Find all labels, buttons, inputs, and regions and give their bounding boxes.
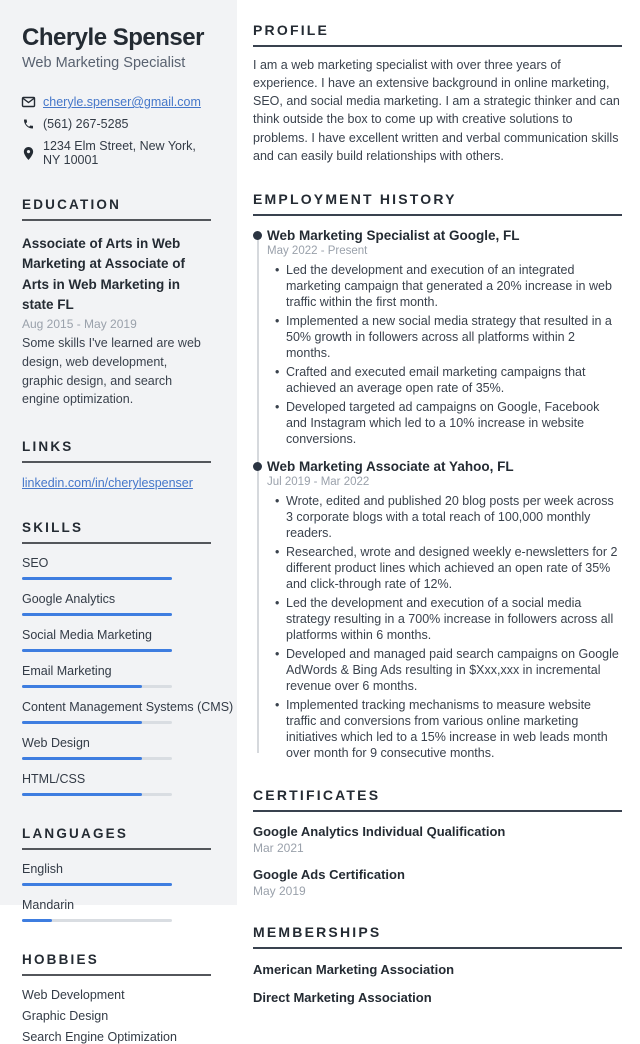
skill-bar-track — [22, 721, 172, 724]
links-heading: LINKS — [22, 439, 211, 463]
address: 1234 Elm Street, New York, NY 10001 — [43, 139, 196, 167]
skill-item — [22, 700, 234, 724]
employment-heading: EMPLOYMENT HISTORY — [253, 191, 622, 216]
memberships-heading: MEMBERSHIPS — [253, 924, 622, 949]
hobby-item: Web Development — [22, 988, 125, 1002]
job-bullet — [275, 595, 622, 643]
bullet-icon: • — [275, 646, 280, 661]
skills-list — [22, 556, 234, 796]
certificates-list — [253, 824, 622, 898]
skill-item — [22, 736, 211, 760]
job-bullet — [275, 313, 622, 361]
skill-bar-track — [22, 757, 172, 760]
language-label: English — [22, 862, 63, 876]
skill-item — [22, 772, 211, 796]
bullet-icon: • — [275, 399, 280, 414]
bullet-text: Wrote, edited and published 20 blog posts per week across 3 corporate blogs with a total reach of 100,000 monthly readers. — [286, 493, 614, 540]
skill-item — [22, 592, 211, 616]
languages-heading: LANGUAGES — [22, 826, 211, 850]
skill-bar-fill — [22, 721, 142, 724]
language-bar-fill — [22, 883, 172, 886]
skill-bar-fill — [22, 649, 172, 652]
bullet-text: Implemented tracking mechanisms to measure website traffic and conversions from various online marketing initiatives which led to a 15% increase in web leads month over month for 9 consecutive months. — [286, 697, 608, 760]
bullet-text: Implemented a new social media strategy that resulted in a 50% growth in followers across all platforms within 2 months. — [286, 313, 612, 360]
certificate-entry — [253, 824, 622, 855]
skill-item — [22, 664, 211, 688]
certificate-title: Google Ads Certification — [253, 866, 405, 882]
skill-bar-track — [22, 613, 172, 616]
job-entry — [253, 459, 622, 761]
language-item — [22, 898, 211, 922]
languages-list — [22, 862, 211, 922]
job-dates: Jul 2019 - Mar 2022 — [267, 475, 370, 488]
bullet-text: Developed targeted ad campaigns on Google, Facebook and Instagram which led to a 10% increase in website conversions. — [286, 399, 600, 446]
skills-heading: SKILLS — [22, 520, 211, 544]
job-entry — [253, 228, 622, 447]
bullet-text: Led the development and execution of an integrated marketing campaign that generated a 20% increase in web traffic within the first month. — [286, 262, 612, 309]
skill-bar-track — [22, 685, 172, 688]
hobbies-heading: HOBBIES — [22, 952, 211, 976]
bullet-text: Led the development and execution of a social media strategy resulting in a 700% increase in followers across all platforms within 6 months. — [286, 595, 614, 642]
job-bullet — [275, 697, 622, 761]
skill-bar-track — [22, 577, 172, 580]
timeline-dot — [253, 462, 262, 471]
education-heading: EDUCATION — [22, 197, 211, 221]
education-description: Some skills I've learned are web design, web development, graphic design, and search engine optimization. — [22, 336, 201, 407]
memberships-section — [253, 924, 622, 1005]
email-icon — [22, 97, 35, 107]
contact-address-row — [22, 139, 211, 167]
certificate-date: Mar 2021 — [253, 840, 304, 855]
hobby-item: Search Engine Optimization — [22, 1030, 177, 1044]
bullet-icon: • — [275, 544, 280, 559]
job-bullet — [275, 399, 622, 447]
skill-bar-track — [22, 793, 172, 796]
hobby-item: Graphic Design — [22, 1009, 109, 1023]
skill-bar-fill — [22, 793, 142, 796]
skill-bar-fill — [22, 577, 172, 580]
memberships-list — [253, 962, 622, 1005]
job-bullet — [275, 262, 622, 310]
employment-jobs — [253, 228, 622, 761]
membership-entry: Direct Marketing Association — [253, 989, 432, 1005]
skill-bar-fill — [22, 685, 142, 688]
contact-phone-row — [22, 117, 211, 131]
person-name: Cheryle Spenser — [22, 24, 204, 51]
job-bullet — [275, 544, 622, 592]
contact-info — [22, 95, 211, 167]
language-label: Mandarin — [22, 898, 75, 912]
profile-section — [253, 22, 622, 165]
skill-label: Web Design — [22, 736, 90, 750]
skill-item — [22, 556, 211, 580]
timeline-dot — [253, 231, 262, 240]
job-bullet — [275, 493, 622, 541]
bullet-icon: • — [275, 697, 280, 712]
education-degree: Associate of Arts in Web Marketing at Associate of Arts in Web Marketing in state FL — [22, 236, 186, 312]
job-bullets — [275, 493, 622, 761]
skill-bar-track — [22, 649, 172, 652]
phone-icon — [22, 118, 35, 130]
contact-email-row — [22, 95, 211, 109]
bullet-icon: • — [275, 364, 280, 379]
email-link[interactable]: cheryle.spenser@gmail.com — [43, 95, 201, 109]
job-bullet — [275, 364, 622, 396]
bullet-text: Researched, wrote and designed weekly e-newsletters for 2 different product lines which achieved an open rate of 35% and click-through rate of 12%. — [286, 544, 618, 591]
certificate-title: Google Analytics Individual Qualification — [253, 823, 506, 839]
employment-section — [253, 191, 622, 761]
location-icon — [22, 147, 35, 160]
language-bar-track — [22, 883, 172, 886]
skill-item — [22, 628, 211, 652]
skill-label: HTML/CSS — [22, 772, 86, 786]
skill-bar-fill — [22, 613, 172, 616]
membership-entry: American Marketing Association — [253, 961, 455, 977]
job-title: Web Marketing Specialist at Google, FL — [267, 227, 520, 243]
bullet-text: Developed and managed paid search campaigns on Google AdWords & Bing Ads resulting in $Xxx,xxx in incremental revenue over 6 months. — [286, 646, 619, 693]
person-job-title: Web Marketing Specialist — [22, 55, 186, 71]
certificates-heading: CERTIFICATES — [253, 787, 622, 812]
language-item — [22, 862, 211, 886]
skill-label: Google Analytics — [22, 592, 116, 606]
language-bar-track — [22, 919, 172, 922]
bullet-icon: • — [275, 262, 280, 277]
links-list — [22, 476, 211, 490]
bullet-icon: • — [275, 313, 280, 328]
skill-label: Social Media Marketing — [22, 628, 152, 642]
bullet-text: Crafted and executed email marketing campaigns that achieved an average open rate of 35%. — [286, 364, 586, 395]
education-dates: Aug 2015 - May 2019 — [22, 317, 137, 331]
certificate-entry — [253, 867, 622, 898]
job-bullet — [275, 646, 622, 694]
skill-label: SEO — [22, 556, 49, 570]
profile-heading: PROFILE — [253, 22, 622, 47]
bullet-icon: • — [275, 595, 280, 610]
job-title: Web Marketing Associate at Yahoo, FL — [267, 458, 514, 474]
bullet-icon: • — [275, 493, 280, 508]
certificates-section — [253, 787, 622, 898]
skill-label: Email Marketing — [22, 664, 112, 678]
linkedin-link[interactable]: linkedin.com/in/cherylespenser — [22, 476, 193, 490]
main-content — [237, 0, 640, 1005]
sidebar — [0, 0, 237, 1044]
skill-label: Content Management Systems (CMS) — [22, 700, 234, 714]
hobbies-list — [22, 988, 211, 1044]
job-dates: May 2022 - Present — [267, 244, 368, 257]
certificate-date: May 2019 — [253, 883, 306, 898]
phone-number: (561) 267-5285 — [43, 117, 129, 131]
skill-bar-fill — [22, 757, 142, 760]
job-bullets — [275, 262, 622, 447]
profile-text: I am a web marketing specialist with over three years of experience. I have an extensive background in online marketing, SEO, and social media marketing. I am a strategic thinker and can think outside the box to come up with creative solutions to problems. I have excellent written and verbal communication skills and can easily build relationships with others. — [253, 58, 620, 163]
language-bar-fill — [22, 919, 52, 922]
